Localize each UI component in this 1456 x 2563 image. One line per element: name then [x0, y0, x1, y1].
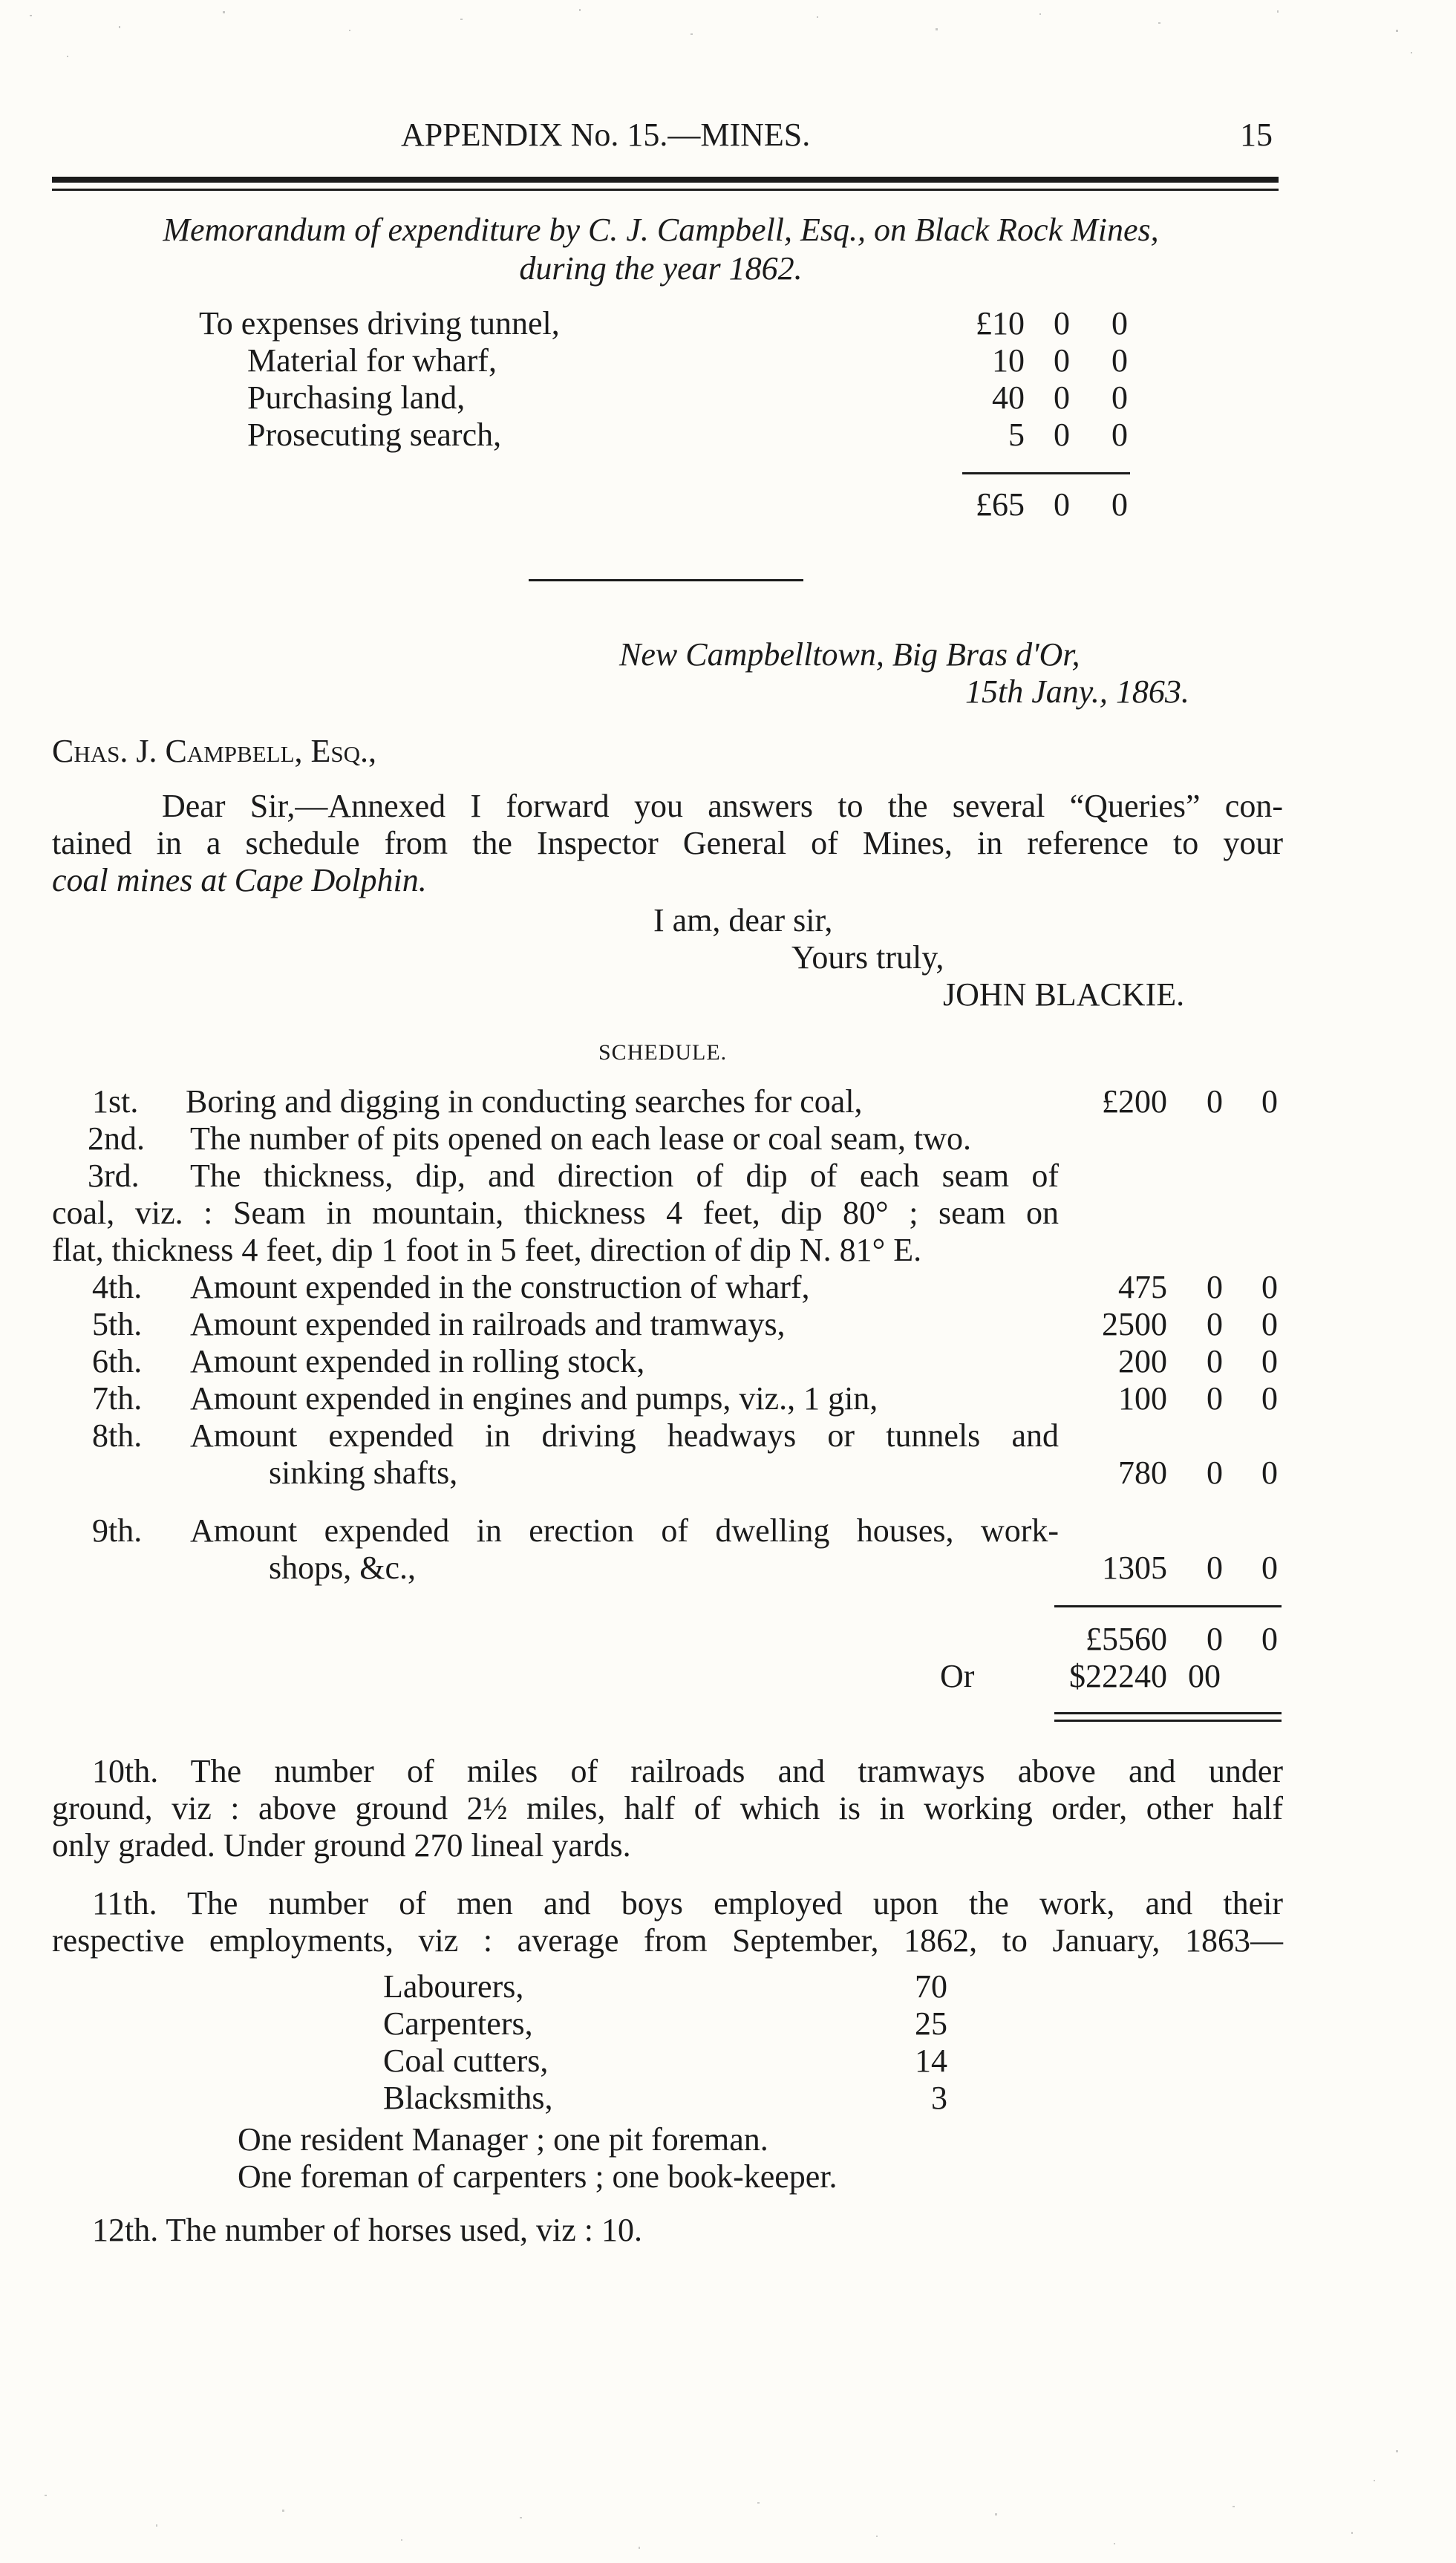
page-header-title: APPENDIX No. 15.—MINES. [401, 117, 811, 153]
memo-item-pence: 0 [1111, 305, 1128, 342]
schedule-item-number: 9th. [92, 1512, 143, 1549]
schedule-double-rule-bottom [1054, 1720, 1282, 1722]
schedule-amount-pence: 0 [1261, 1306, 1278, 1342]
worker-count: 14 [915, 2043, 947, 2079]
memo-item-pence: 0 [1111, 417, 1128, 453]
memo-item-shillings: 0 [1054, 379, 1070, 416]
memo-title: Memorandum of expenditure by C. J. Campbell, Esq., on Black Rock Mines, [163, 212, 1159, 248]
worker-count: 25 [915, 2005, 947, 2042]
letter-addressee: Chas. J. Campbell, Esq., [52, 733, 377, 769]
schedule-amount-pounds: £200 [1102, 1083, 1167, 1120]
schedule-amount-shillings: 0 [1207, 1550, 1223, 1586]
item-10-line: only graded. Under ground 270 lineal yards. [52, 1827, 631, 1864]
schedule-item-number: 7th. [92, 1380, 143, 1417]
schedule-item-number: 4th. [92, 1269, 143, 1305]
schedule-amount-shillings: 0 [1207, 1454, 1223, 1491]
schedule-item-continuation: flat, thickness 4 feet, dip 1 foot in 5 feet, direction of dip N. 81° E. [52, 1232, 922, 1268]
schedule-amount-pence: 0 [1261, 1550, 1278, 1586]
letter-place: New Campbelltown, Big Bras d'Or, [619, 636, 1080, 673]
schedule-item-continuation: sinking shafts, [269, 1454, 458, 1491]
memo-item-label: Material for wharf, [247, 342, 497, 379]
memo-total-shillings: 0 [1054, 486, 1070, 523]
schedule-item-number: 2nd. [88, 1120, 145, 1157]
item-10-line: 10th. The number of miles of railroads and tramways above and under [92, 1753, 1283, 1789]
letter-body-line: coal mines at Cape Dolphin. [52, 862, 427, 898]
staff-line: One resident Manager ; one pit foreman. [238, 2121, 768, 2158]
worker-role: Blacksmiths, [383, 2080, 553, 2116]
schedule-amount-shillings: 0 [1207, 1083, 1223, 1120]
schedule-item-text: Amount expended in rolling stock, [190, 1343, 645, 1380]
schedule-item-number: 6th. [92, 1343, 143, 1380]
section-divider [529, 579, 803, 581]
letter-signature: JOHN BLACKIE. [943, 976, 1185, 1013]
worker-count: 3 [931, 2080, 947, 2116]
memo-item-label: To expenses driving tunnel, [199, 305, 560, 342]
schedule-amount-shillings: 0 [1207, 1269, 1223, 1305]
page-number: 15 [1240, 117, 1273, 153]
memo-item-pounds: £10 [976, 305, 1025, 342]
schedule-total-pence: 0 [1261, 1621, 1278, 1657]
scan-noise-bottom [0, 2406, 1456, 2563]
memo-item-pence: 0 [1111, 342, 1128, 379]
schedule-amount-pounds: 200 [1118, 1343, 1167, 1380]
schedule-amount-shillings: 0 [1207, 1343, 1223, 1380]
scan-noise-top [0, 0, 1456, 82]
item-11-line: 11th. The number of men and boys employed upon the work, and their [92, 1885, 1283, 1922]
memo-item-shillings: 0 [1054, 305, 1070, 342]
memo-item-label: Purchasing land, [247, 379, 466, 416]
memo-item-pounds: 5 [1008, 417, 1025, 453]
schedule-amount-pence: 0 [1261, 1380, 1278, 1417]
header-rule-thick [52, 177, 1279, 183]
item-11-line: respective employments, viz : average from September, 1862, to January, 1863— [52, 1922, 1283, 1959]
schedule-heading: SCHEDULE. [598, 1040, 728, 1065]
schedule-amount-pence: 0 [1261, 1454, 1278, 1491]
header-rule-thin [52, 189, 1279, 191]
memo-item-label: Prosecuting search, [247, 417, 502, 453]
memo-total-pounds: £65 [976, 486, 1025, 523]
memo-item-shillings: 0 [1054, 342, 1070, 379]
schedule-item-text: The thickness, dip, and direction of dip of each seam of [190, 1158, 1059, 1194]
schedule-item-number: 5th. [92, 1306, 143, 1342]
dollar-total-cents: 00 [1188, 1658, 1221, 1694]
schedule-amount-pence: 0 [1261, 1269, 1278, 1305]
worker-role: Labourers, [383, 1968, 524, 2005]
letter-date: 15th Jany., 1863. [965, 673, 1189, 710]
schedule-amount-pounds: 780 [1118, 1454, 1167, 1491]
worker-count: 70 [915, 1968, 947, 2005]
memo-sum-rule [962, 472, 1130, 474]
schedule-item-text: The number of pits opened on each lease or coal seam, two. [190, 1120, 971, 1157]
schedule-item-number: 8th. [92, 1417, 143, 1454]
worker-role: Carpenters, [383, 2005, 533, 2042]
schedule-amount-pounds: 475 [1118, 1269, 1167, 1305]
schedule-item-number: 3rd. [88, 1158, 140, 1194]
letter-closing: Yours truly, [791, 939, 944, 976]
schedule-amount-pence: 0 [1261, 1343, 1278, 1380]
schedule-item-text: Boring and digging in conducting searches for coal, [186, 1083, 863, 1120]
schedule-item-text: Amount expended in erection of dwelling houses, work- [190, 1512, 1059, 1549]
letter-body-line: Dear Sir,—Annexed I forward you answers to the several “Queries” con- [162, 788, 1283, 824]
letter-body-line: tained in a schedule from the Inspector General of Mines, in reference to your [52, 825, 1283, 861]
schedule-amount-shillings: 0 [1207, 1380, 1223, 1417]
schedule-item-text: Amount expended in railroads and tramways, [190, 1306, 786, 1342]
item-10-line: ground, viz : above ground 2½ miles, half of which is in working order, other half [52, 1790, 1283, 1826]
schedule-total-shillings: 0 [1207, 1621, 1223, 1657]
memo-item-pounds: 10 [992, 342, 1025, 379]
schedule-item-text: Amount expended in engines and pumps, viz., 1 gin, [190, 1380, 878, 1417]
schedule-amount-pounds: 100 [1118, 1380, 1167, 1417]
schedule-amount-pounds: 2500 [1102, 1306, 1167, 1342]
schedule-item-text: Amount expended in the construction of wharf, [190, 1269, 810, 1305]
schedule-amount-shillings: 0 [1207, 1306, 1223, 1342]
memo-item-pounds: 40 [992, 379, 1025, 416]
schedule-double-rule-top [1054, 1712, 1282, 1714]
item-12-line: 12th. The number of horses used, viz : 10. [92, 2212, 642, 2248]
dollar-total-amount: $22240 [1069, 1658, 1167, 1694]
schedule-item-text: Amount expended in driving headways or tunnels and [190, 1417, 1059, 1454]
schedule-total-pounds: £5560 [1086, 1621, 1167, 1657]
memo-subtitle: during the year 1862. [519, 250, 803, 287]
memo-item-shillings: 0 [1054, 417, 1070, 453]
memo-total-pence: 0 [1111, 486, 1128, 523]
memo-item-pence: 0 [1111, 379, 1128, 416]
dollar-total-prefix: Or [940, 1658, 975, 1694]
letter-closing: I am, dear sir, [653, 902, 833, 938]
schedule-item-continuation: shops, &c., [269, 1550, 416, 1586]
schedule-item-continuation: coal, viz. : Seam in mountain, thickness 4 feet, dip 80° ; seam on [52, 1195, 1059, 1231]
worker-role: Coal cutters, [383, 2043, 549, 2079]
schedule-item-number: 1st. [92, 1083, 139, 1120]
schedule-sum-rule [1054, 1605, 1282, 1607]
schedule-amount-pence: 0 [1261, 1083, 1278, 1120]
schedule-amount-pounds: 1305 [1102, 1550, 1167, 1586]
staff-line: One foreman of carpenters ; one book-keeper. [238, 2158, 838, 2195]
